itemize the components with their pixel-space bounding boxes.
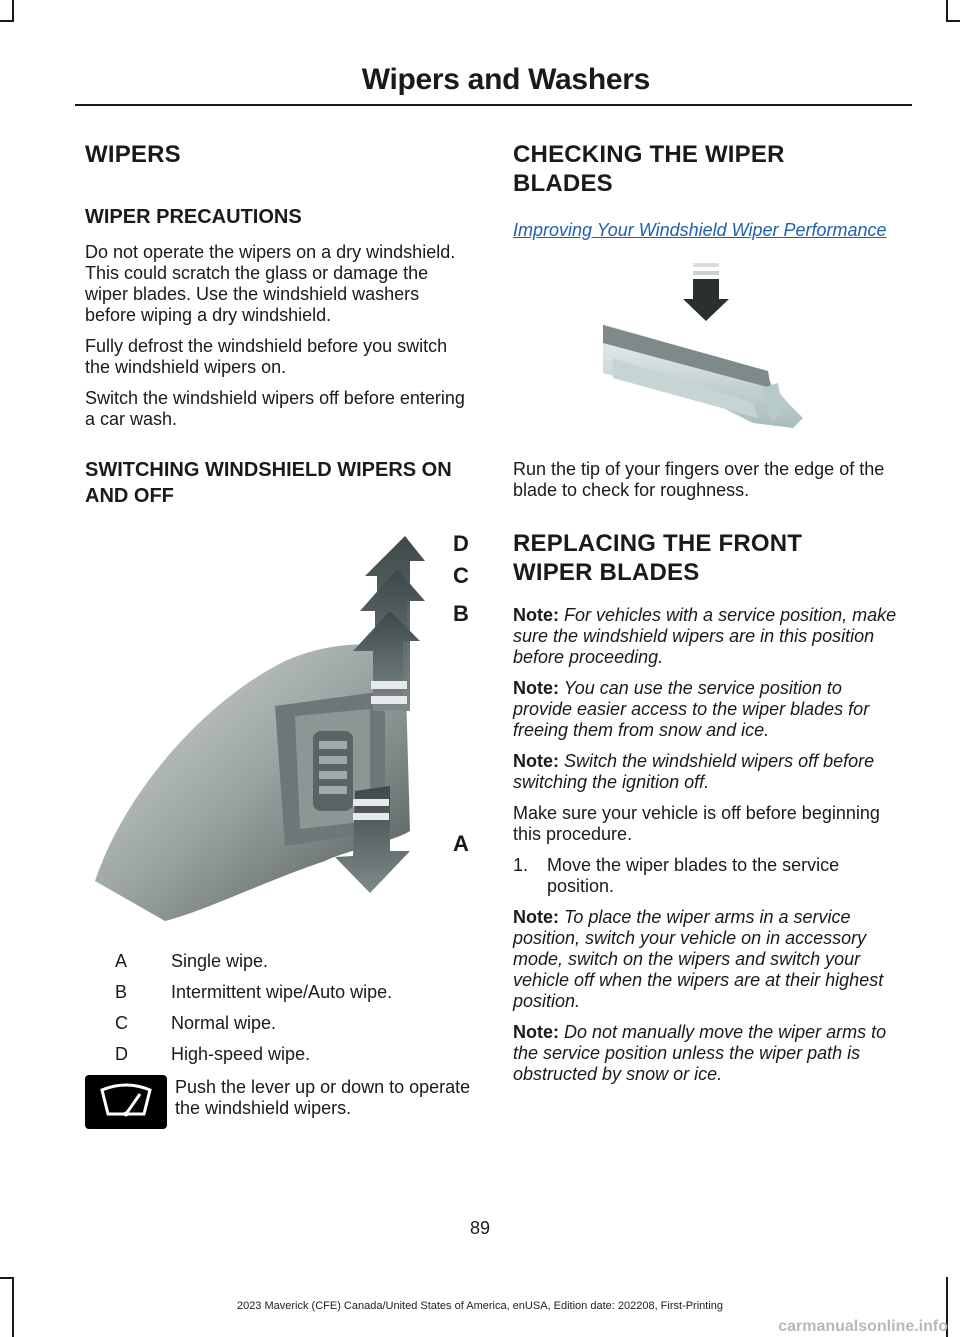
watermark: carmanualsonline.info — [778, 1318, 948, 1335]
legend-item: B Intermittent wipe/Auto wipe. — [115, 982, 393, 1002]
figure-label-a: A — [453, 831, 469, 856]
precaution-paragraph: Switch the windshield wipers off before entering a car wash. — [85, 388, 465, 429]
header-divider — [75, 104, 912, 106]
legend-item: D High-speed wipe. — [115, 1044, 311, 1064]
left-column — [85, 140, 475, 1129]
figure-label-b: B — [453, 601, 469, 626]
note-paragraph: Note: Do not manually move the wiper arms to the service position unless the wiper path is obstructed by snow or ice. — [513, 1022, 887, 1084]
windshield-wiper-icon — [85, 1075, 167, 1129]
page-title: Wipers and Washers — [361, 63, 650, 96]
video-link-wrap — [513, 220, 903, 241]
checking-title: CHECKING THE WIPER BLADES — [513, 141, 785, 197]
check-instruction: Run the tip of your fingers over the edge of the blade to check for roughness. — [513, 459, 885, 500]
figure-label-c: C — [453, 563, 469, 588]
wiper-lever-illustration — [85, 531, 475, 941]
crop-mark — [946, 0, 948, 22]
legend-item: A Single wipe. — [115, 951, 269, 971]
precaution-paragraph: Do not operate the wipers on a dry windshield. This could scratch the glass or damage the wiper blades. Use the windshield washers before wiping a dry windshield. — [85, 242, 456, 325]
video-link[interactable]: Improving Your Windshield Wiper Performance — [513, 220, 887, 240]
lever-figure — [85, 531, 475, 941]
page-number: 89 — [469, 1218, 491, 1238]
note-paragraph: Note: You can use the service position to provide easier access to the wiper blades for freeing them from snow and ice. — [513, 678, 870, 740]
footer-edition: 2023 Maverick (CFE) Canada/United States of America, enUSA, Edition date: 202208, First-Printing — [236, 1300, 724, 1312]
right-column — [513, 140, 903, 1085]
crop-mark — [12, 0, 14, 22]
legend-item: C Normal wipe. — [115, 1013, 277, 1033]
figure-label-d: D — [453, 531, 469, 556]
note-paragraph: Note: Switch the windshield wipers off before switching the ignition off. — [513, 751, 875, 792]
wiper-blade-illustration — [603, 263, 813, 453]
procedure-step: 1. Move the wiper blades to the service position. — [513, 855, 840, 896]
make-sure-text: Make sure your vehicle is off before beginning this procedure. — [513, 803, 880, 844]
push-lever-block — [85, 1075, 475, 1129]
push-lever-text: Push the lever up or down to operate the windshield wipers. — [175, 1077, 471, 1118]
switching-title: SWITCHING WINDSHIELD WIPERS ON AND OFF — [85, 459, 452, 507]
section-title-wipers: WIPERS — [85, 141, 181, 168]
replacing-title: REPLACING THE FRONT WIPER BLADES — [513, 530, 803, 586]
crop-mark — [0, 20, 14, 22]
precaution-paragraph: Fully defrost the windshield before you switch the windshield wipers on. — [85, 336, 448, 377]
blade-figure — [603, 263, 813, 453]
precautions-title: WIPER PRECAUTIONS — [85, 206, 302, 228]
legend-list — [85, 951, 475, 1064]
note-paragraph: Note: To place the wiper arms in a service position, switch your vehicle on in accessory mode, switch on the wipers and switch your vehicle off when the wipers are at their highest position. — [513, 907, 884, 1011]
crop-mark — [946, 20, 960, 22]
crop-mark — [0, 1277, 14, 1279]
note-paragraph: Note: For vehicles with a service position, make sure the windshield wipers are in this position before proceeding. — [513, 605, 897, 667]
